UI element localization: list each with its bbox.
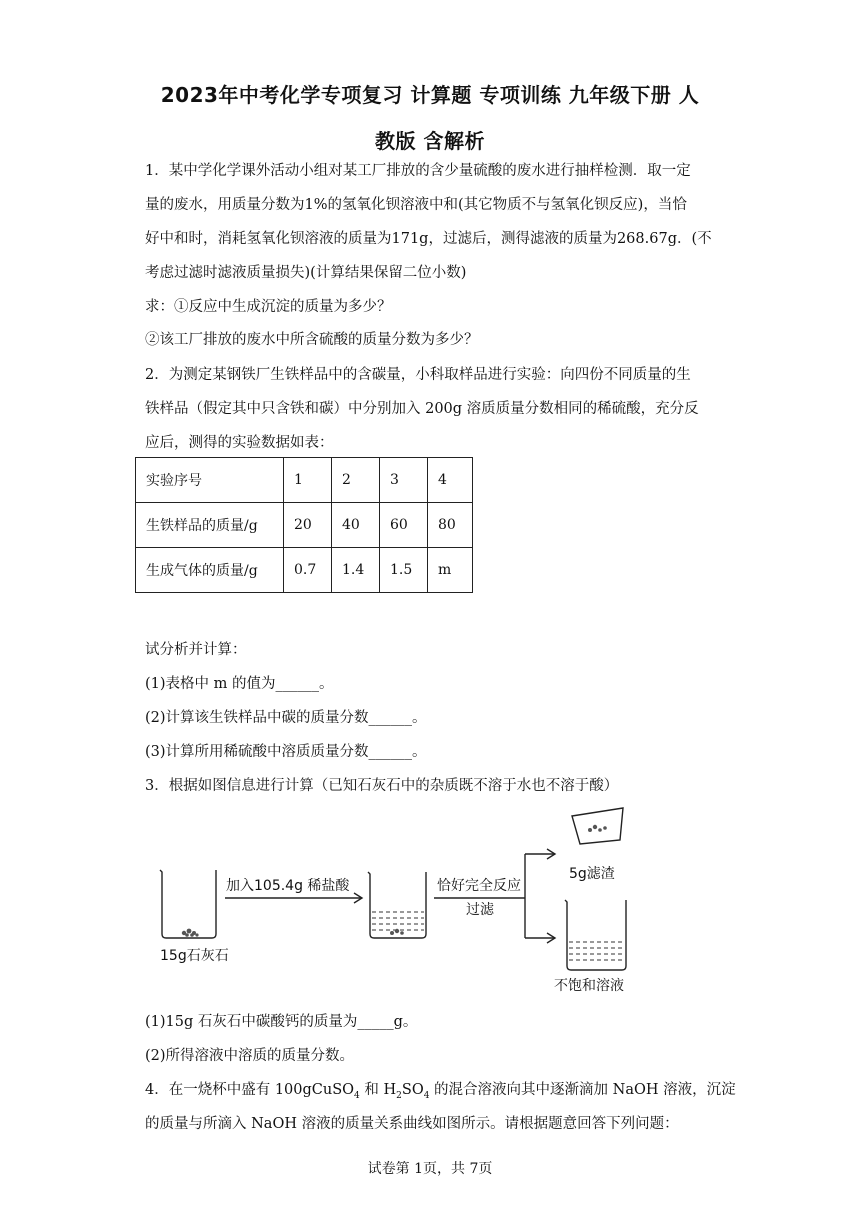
table-cell: 1	[284, 458, 332, 503]
experiment-data-table	[135, 457, 473, 593]
table-cell: 0.7	[284, 548, 332, 593]
table-row	[136, 458, 473, 503]
title-line-1: 2023年中考化学专项复习 计算题 专项训练 九年级下册 人	[160, 83, 700, 107]
table-cell: 40	[332, 503, 380, 548]
q2-part-2: (2)计算该生铁样品中碳的质量分数______。	[145, 710, 427, 726]
solution-lines	[372, 912, 624, 960]
q2-part-1: (1)表格中 m 的值为______。	[145, 676, 334, 692]
table-cell: 实验序号	[136, 458, 284, 503]
q3-part-1: (1)15g 石灰石中碳酸钙的质量为_____g。	[145, 1014, 418, 1030]
subscript: 4	[423, 1090, 430, 1101]
beaker-2	[368, 872, 426, 938]
reaction-diagram	[140, 800, 660, 1000]
filter-label: 过滤	[466, 902, 494, 918]
page-footer: 试卷第 1页，共 7页	[367, 1161, 493, 1177]
table-cell: 20	[284, 503, 332, 548]
q4-text: 的混合溶液向其中逐渐滴加 NaOH 溶液，沉淀	[429, 1082, 736, 1098]
q2-analysis-intro: 试分析并计算：	[145, 642, 247, 658]
q3-line-1: 3．根据如图信息进行计算（已知石灰石中的杂质既不溶于水也不溶于酸）	[145, 778, 619, 794]
filter-paper-icon	[572, 808, 623, 844]
residue-label: 5g滤渣	[569, 866, 615, 882]
table-cell: 生铁样品的质量/g	[136, 503, 284, 548]
table-cell: 生成气体的质量/g	[136, 548, 284, 593]
beaker-3	[565, 900, 626, 970]
q1-question-1: 求：①反应中生成沉淀的质量为多少？	[145, 299, 392, 315]
subscript: 2	[396, 1090, 402, 1101]
limestone-label: 15g石灰石	[160, 948, 229, 964]
table-cell: 1.5	[380, 548, 428, 593]
table-row	[136, 503, 473, 548]
table-cell: 60	[380, 503, 428, 548]
table-cell: 4	[428, 458, 473, 503]
q3-part-2: (2)所得溶液中溶质的质量分数。	[145, 1048, 355, 1064]
q4-line-1	[145, 1080, 736, 1106]
react-label: 恰好完全反应	[437, 878, 521, 894]
q4-text: 4．在一烧杯中盛有 100gCuSO	[145, 1082, 355, 1098]
q4-text: 和 H	[359, 1082, 397, 1098]
q4-text: SO	[401, 1082, 424, 1098]
limestone-icon	[182, 929, 199, 937]
q2-line-2: 铁样品（假定其中只含铁和碳）中分别加入 200g 溶质质量分数相同的稀硫酸，充分反	[145, 401, 699, 417]
q1-line-2: 量的废水，用质量分数为1%的氢氧化钡溶液中和(其它物质不与氢氧化钡反应)，当恰	[145, 197, 687, 213]
table-cell: m	[428, 548, 473, 593]
q2-line-1: 2．为测定某钢铁厂生铁样品中的含碳量，小科取样品进行实验：向四份不同质量的生	[145, 367, 691, 383]
beaker-1	[160, 870, 216, 938]
add-acid-label: 加入105.4g 稀盐酸	[226, 878, 350, 894]
solution-label: 不饱和溶液	[554, 978, 624, 994]
table-row	[136, 548, 473, 593]
q2-line-3: 应后，测得的实验数据如表：	[145, 435, 334, 451]
q1-line-4: 考虑过滤时滤液质量损失)(计算结果保留二位小数)	[145, 265, 467, 281]
q2-part-3: (3)计算所用稀硫酸中溶质质量分数______。	[145, 744, 427, 760]
document-title	[120, 72, 740, 164]
q1-line-1: 1．某中学化学课外活动小组对某工厂排放的含少量硫酸的废水进行抽样检测．取一定	[145, 163, 691, 179]
q4-line-2: 的质量与所滴入 NaOH 溶液的质量关系曲线如图所示。请根据题意回答下列问题：	[145, 1116, 679, 1132]
table-cell: 80	[428, 503, 473, 548]
q1-line-3: 好中和时，消耗氢氧化钡溶液的质量为171g，过滤后，测得滤液的质量为268.67g．(不	[145, 231, 712, 247]
table-cell: 1.4	[332, 548, 380, 593]
title-line-2: 教版 含解析	[375, 129, 485, 153]
subscript: 4	[354, 1090, 360, 1101]
q1-question-2: ②该工厂排放的废水中所含硫酸的质量分数为多少？	[145, 332, 479, 348]
table-cell: 3	[380, 458, 428, 503]
table-cell: 2	[332, 458, 380, 503]
